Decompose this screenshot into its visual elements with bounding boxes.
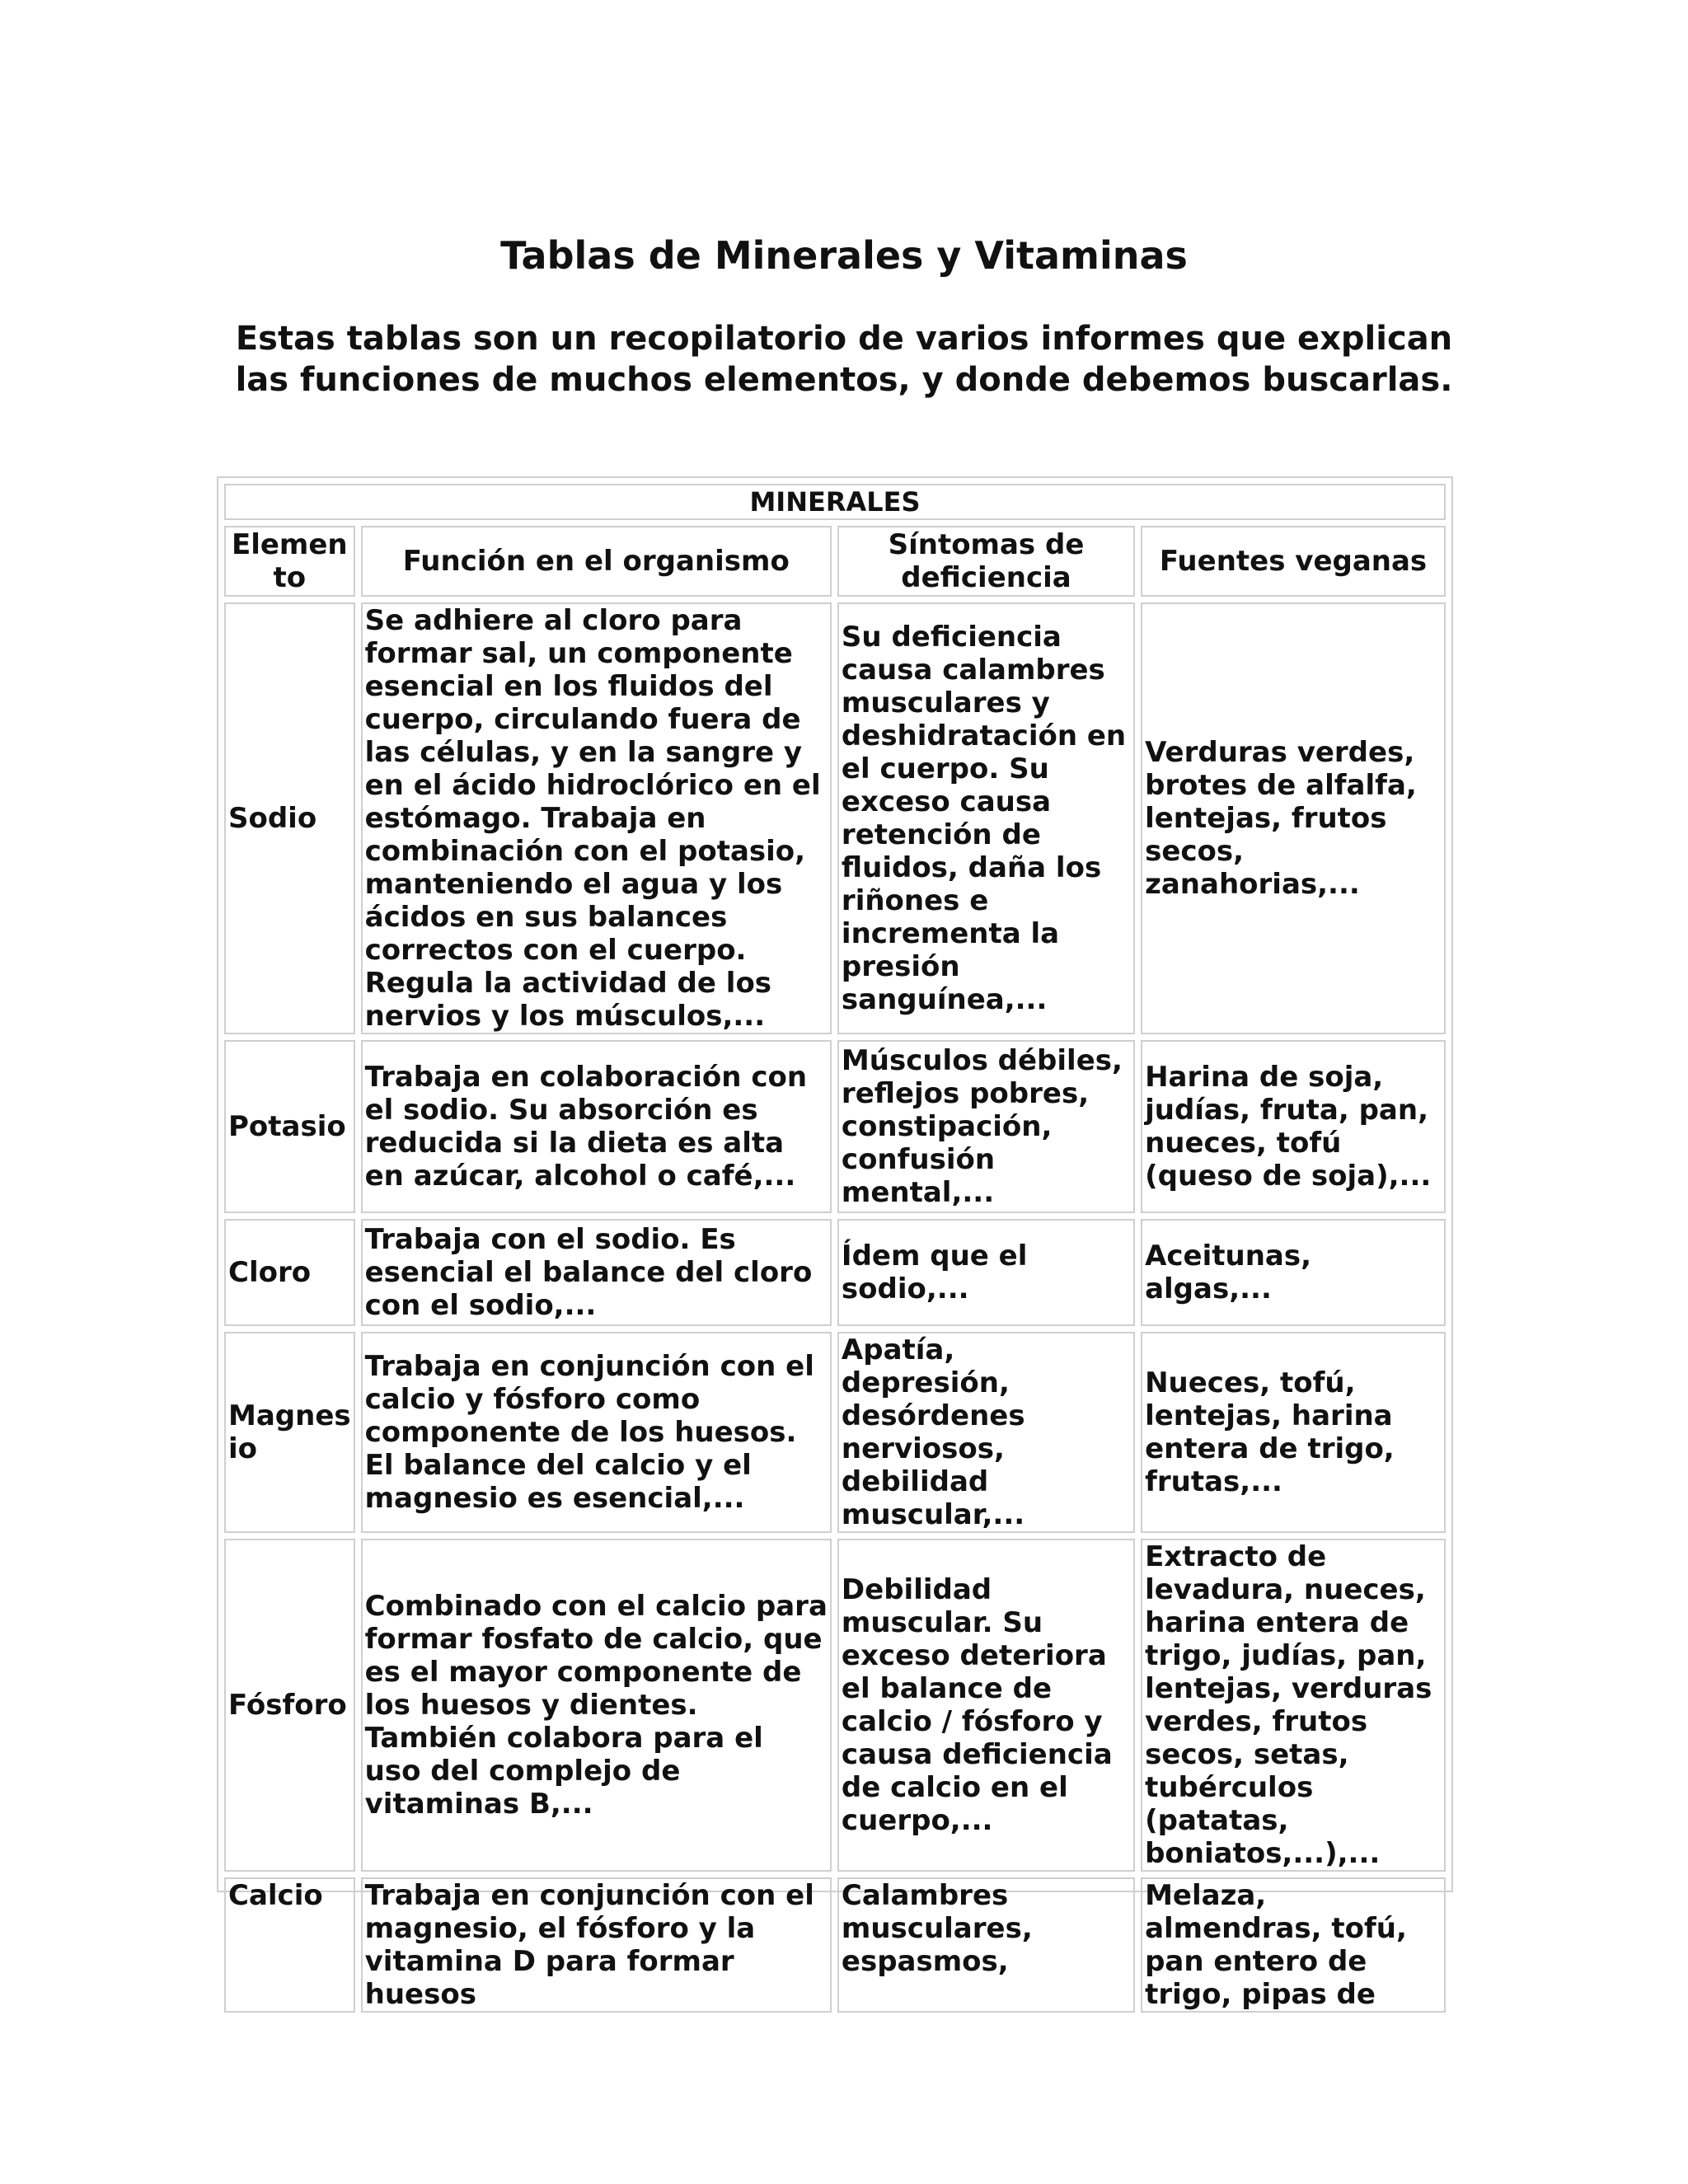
table-row-cloro [224,1219,1446,1326]
cell-funcion: Trabaja en conjunción con el magnesio, el fósforo y la vitamina D para formar huesos [361,1877,832,2013]
table-row-sodio [224,602,1446,1034]
cell-elemento: Fósforo [224,1539,355,1872]
cell-sintomas: Apatía, depresión, desórdenes nerviosos, debilidad muscular,... [837,1332,1135,1533]
table-caption-row [224,484,1446,520]
table-header-row [224,526,1446,597]
cell-fuentes: Nueces, tofú, lentejas, harina entera de trigo, frutas,... [1141,1332,1446,1533]
table-row-calcio [224,1877,1446,2013]
cell-fuentes: Extracto de levadura, nueces, harina entera de trigo, judías, pan, lentejas, verduras verdes, frutos secos, setas, tubérculos (patatas, boniatos,...),... [1141,1539,1446,1872]
cell-sintomas: Calambres musculares, espasmos, [837,1877,1135,2013]
minerals-table-container [217,476,1453,2011]
table-row-magnesio [224,1332,1446,1533]
cell-sintomas: Músculos débiles, reflejos pobres, constipación, confusión mental,... [837,1040,1135,1213]
cell-fuentes: Harina de soja, judías, fruta, pan, nueces, tofú (queso de soja),... [1141,1040,1446,1213]
table-caption: MINERALES [224,484,1446,520]
cell-elemento: Sodio [224,602,355,1034]
cell-funcion: Trabaja en conjunción con el calcio y fósforo como componente de los huesos. El balance del calcio y el magnesio es esencial,... [361,1332,832,1533]
cell-sintomas: Su deficiencia causa calambres musculares y deshidratación en el cuerpo. Su exceso causa retención de fluidos, daña los riñones e incrementa la presión sanguínea,... [837,602,1135,1034]
minerals-table [218,478,1451,2018]
cell-fuentes: Verduras verdes, brotes de alfalfa, lentejas, frutos secos, zanahorias,... [1141,602,1446,1034]
header-sintomas: Síntomas de deficiencia [837,526,1135,597]
cell-elemento: Potasio [224,1040,355,1213]
header-fuentes: Fuentes veganas [1141,526,1446,597]
page-subtitle [0,318,1688,401]
cell-funcion: Trabaja en colaboración con el sodio. Su absorción es reducida si la dieta es alta en azúcar, alcohol o café,... [361,1040,832,1213]
table-row-potasio [224,1040,1446,1213]
cell-funcion: Combinado con el calcio para formar fosfato de calcio, que es el mayor componente de los huesos y dientes. También colabora para el uso del complejo de vitaminas B,... [361,1539,832,1872]
header-elemento: Elemen to [224,526,355,597]
cell-elemento: Cloro [224,1219,355,1326]
cell-fuentes: Aceitunas, algas,... [1141,1219,1446,1326]
cell-fuentes: Melaza, almendras, tofú, pan entero de trigo, pipas de [1141,1877,1446,2013]
cell-sintomas: Ídem que el sodio,... [837,1219,1135,1326]
subtitle-line-2: las funciones de muchos elementos, y donde debemos buscarlas. [235,361,1453,399]
page-title: Tablas de Minerales y Vitaminas [500,233,1188,278]
cell-funcion: Trabaja con el sodio. Es esencial el balance del cloro con el sodio,... [361,1219,832,1326]
header-funcion: Función en el organismo [361,526,832,597]
subtitle-line-1: Estas tablas son un recopilatorio de varios informes que explican [235,320,1453,358]
cell-sintomas: Debilidad muscular. Su exceso deteriora el balance de calcio / fósforo y causa deficiencia de calcio en el cuerpo,... [837,1539,1135,1872]
cell-elemento: Calcio [224,1877,355,2013]
cell-funcion: Se adhiere al cloro para formar sal, un componente esencial en los fluidos del cuerpo, circulando fuera de las células, y en la sangre y en el ácido hidroclórico en el estómago. Trabaja en combinación con el potasio, manteniendo el agua y los ácidos en sus balances correctos con el cuerpo. Regula la actividad de los nervios y los músculos,... [361,602,832,1034]
cell-elemento: Magnes io [224,1332,355,1533]
table-row-fosforo [224,1539,1446,1872]
